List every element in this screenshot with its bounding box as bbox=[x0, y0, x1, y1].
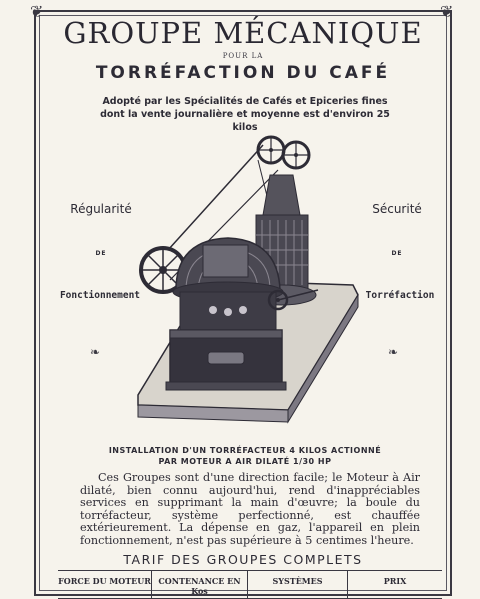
right-word-de: DE bbox=[391, 250, 403, 257]
corner-ornament-icon: ❦ bbox=[30, 2, 44, 21]
left-word-fonctionnement: Fonctionnement bbox=[59, 290, 141, 301]
left-ornament-icon: ❧ bbox=[90, 345, 101, 359]
column-force-moteur: FORCE DU MOTEUR bbox=[58, 571, 152, 599]
illustration-caption bbox=[100, 445, 390, 467]
intro-line-2: dont la vente journalière et moyenne est d'environ 25 kilos bbox=[100, 109, 390, 133]
caption-line-2: PAR MOTEUR A AIR DILATÉ 1/30 HP bbox=[158, 457, 332, 466]
right-ornament-icon: ❧ bbox=[388, 345, 399, 359]
column-systemes: SYSTÈMES bbox=[248, 571, 348, 599]
description-paragraph: Ces Groupes sont d'une direction facile; le Moteur à Air dilaté, bien connu aujourd'hui, rend d'inappréciables services en supprimant la main d'œuvre; la boule du torréfacteur, système perfectionné, est chauffée extérieurement. La dépense en gaz, l'appareil en plein fonctionnement, n'est pas supérieure à 5 centimes l'heure. bbox=[80, 471, 420, 547]
left-word-regularite: Régularité bbox=[70, 202, 132, 216]
caption-line-1: INSTALLATION D'UN TORRÉFACTEUR 4 KILOS ACTIONNÉ bbox=[108, 446, 382, 455]
column-prix: PRIX bbox=[348, 571, 442, 599]
column-contenance: CONTENANCE EN Kos bbox=[152, 571, 248, 599]
page-subtitle: TORRÉFACTION DU CAFÉ bbox=[95, 63, 391, 83]
corner-ornament-icon: ❦ bbox=[440, 2, 454, 21]
tarif-table-header bbox=[58, 570, 442, 599]
tarif-heading: TARIF DES GROUPES COMPLETS bbox=[123, 552, 363, 567]
right-word-torrefaction: Torréfaction bbox=[365, 290, 435, 301]
intro-line-1: Adopté par les Spécialités de Cafés et Epiceries fines bbox=[102, 96, 388, 107]
pour-la-label: POUR LA bbox=[222, 52, 264, 60]
right-word-securite: Sécurité bbox=[372, 202, 422, 216]
coffee-roaster-illustration bbox=[128, 120, 368, 440]
page-title: GROUPE MÉCANIQUE bbox=[63, 16, 423, 50]
left-word-de: DE bbox=[95, 250, 107, 257]
